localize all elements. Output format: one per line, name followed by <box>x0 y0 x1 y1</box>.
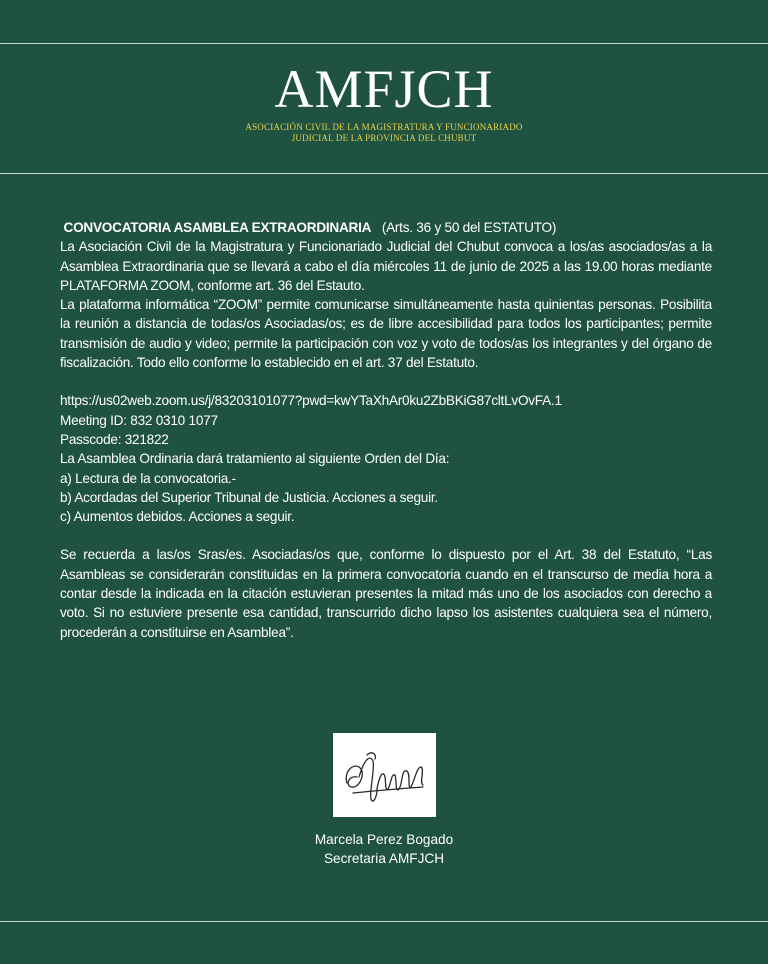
announcement-body <box>60 218 712 642</box>
top-divider <box>0 43 768 44</box>
agenda-intro: La Asamblea Ordinaria dará tratamiento al siguiente Orden del Día: <box>60 451 450 467</box>
header-divider <box>0 173 768 174</box>
signer-role: Secretaria AMFJCH <box>323 851 445 866</box>
logo-text: AMFJCH <box>274 59 494 119</box>
handwritten-signature-icon <box>333 733 436 817</box>
agenda-item: a) Lectura de la convocatoria.- <box>60 470 236 486</box>
passcode: Passcode: 321822 <box>60 431 169 447</box>
signer-block <box>0 830 768 868</box>
meeting-id: Meeting ID: 832 0310 1077 <box>60 412 218 428</box>
statute-reminder-paragraph: Se recuerda a las/os Sras/es. Asociadas/os que, conforme lo dispuesto por el Art. 38 del Estatuto, “Las Asambleas se considerarán constituidas en la primera convocatoria cuando en el transcurso de media hora a contar desde la indicada en la citación estuvieran presentes la mitad más uno de los asociados con derecho a voto. Si no estuviere presente esa cantidad, transcurrido dicho lapso los asistentes cualquiera sea el número, procederán a constituirse en Asamblea”. <box>60 547 712 640</box>
signer-name: Marcela Perez Bogado <box>314 832 454 847</box>
title-text: CONVOCATORIA ASAMBLEA EXTRAORDINARIA <box>63 220 372 235</box>
zoom-link[interactable]: https://us02web.zoom.us/j/83203101077?pwd=kwYTaXhAr0ku2ZbBKiG87cltLvOvFA.1 <box>60 393 562 409</box>
header <box>0 58 768 144</box>
zoom-platform-paragraph: La plataforma informática “ZOOM” permite comunicarse simultáneamente hasta quinientas personas. Posibilita la reunión a distancia de todas/os Asociadas/os; es de libre accesibilidad para todos los participantes; permite transmisión de audio y video; permite la participación con voz y voto de todos/as los integrantes y del órgano de fiscalización. Todo ello conforme lo establecido en el art. 37 del Estatuto. <box>60 297 712 371</box>
association-name-line2: JUDICIAL DE LA PROVINCIA DEL CHUBUT <box>291 133 477 143</box>
agenda-item: b) Acordadas del Superior Tribunal de Justicia. Acciones a seguir. <box>60 489 438 505</box>
bottom-divider <box>0 921 768 922</box>
association-name-line1: ASOCIACIÓN CIVIL DE LA MAGISTRATURA Y FUNCIONARIADO <box>245 122 523 132</box>
title-reference: (Arts. 36 y 50 del ESTATUTO) <box>381 220 557 235</box>
convocation-paragraph: La Asociación Civil de la Magistratura y Funcionariado Judicial del Chubut convoca a los/as asociados/as a la Asamblea Extraordinaria que se llevará a cabo el día miércoles 11 de junio de 2025 a las 19.00 horas mediante PLATAFORMA ZOOM, conforme art. 36 del Estauto. <box>60 239 712 293</box>
announcement-title <box>60 218 712 237</box>
signature-image <box>333 733 436 817</box>
agenda-item: c) Aumentos debidos. Acciones a seguir. <box>60 509 295 525</box>
